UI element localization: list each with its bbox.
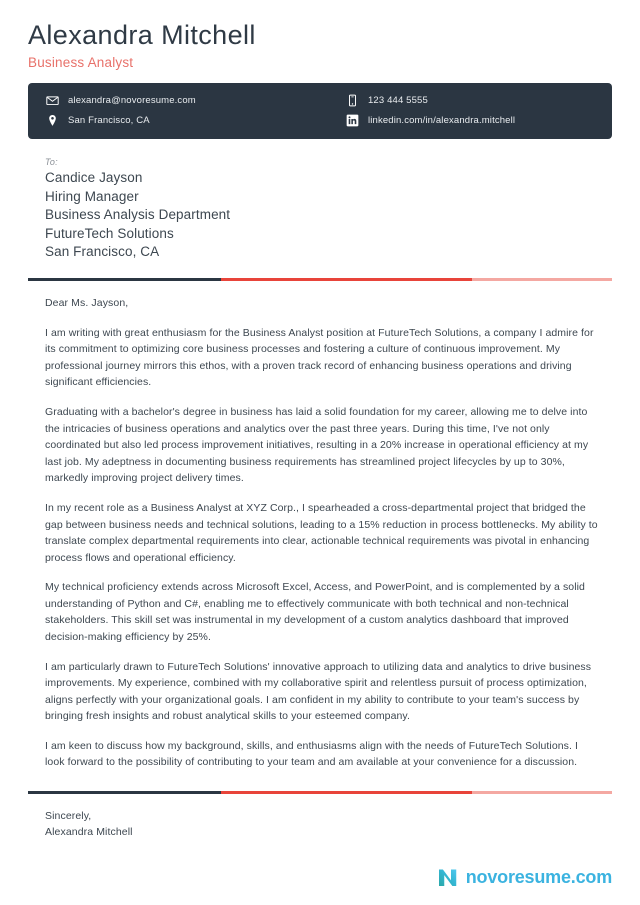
divider-segment-dark [28,278,221,281]
contact-location [46,114,346,127]
contact-column-left [46,94,346,127]
divider-segment-red [221,278,472,281]
divider-segment-light [472,278,612,281]
recipient-name: Candice Jayson [45,170,143,186]
mobile-phone-icon [346,94,359,107]
contact-email-value: alexandra@novoresume.com [68,94,196,106]
to-label: To: [45,157,58,168]
divider-segment-red [221,791,472,794]
contact-phone-value: 123 444 5555 [368,94,428,106]
linkedin-icon [346,114,359,127]
recipient-company: FutureTech Solutions [45,225,174,241]
salutation: Dear Ms. Jayson, [45,297,129,310]
recipient-department: Business Analysis Department [45,207,231,223]
envelope-icon [46,94,59,107]
contact-bar [28,83,612,139]
novoresume-n-logo-icon [436,865,460,889]
recipient-block [0,139,640,261]
divider-top [28,278,612,281]
divider-bottom [28,791,612,794]
divider-segment-dark [28,791,221,794]
divider-bottom-wrapper [0,791,640,794]
contact-phone[interactable] [346,94,594,107]
novoresume-logo-text: novoresume.com [465,866,612,887]
signature-block [0,794,640,841]
header [0,0,640,70]
letter-paragraph: I am particularly drawn to FutureTech Solutions' innovative approach to utilizing data and analytics to drive business improvements. My experience, combined with my collaborative spirit and relentless pursuit of process optimization, aligns perfectly with your organizational goals. I am confident in my ability to contribute to your team's success by bringing fresh insights and robust analytical skills to your esteemed company. [45,660,592,723]
contact-linkedin[interactable] [346,114,594,127]
contact-location-value: San Francisco, CA [68,114,150,126]
applicant-name: Alexandra Mitchell [28,20,256,50]
letter-body [0,281,640,771]
contact-column-right [346,94,594,127]
letter-paragraph: Graduating with a bachelor's degree in business has laid a solid foundation for my career, allowing me to delve into the intricacies of business operations and analytics over the past three years. During this time, I've not only coordinated but also led process improvement initiatives, resulting in a 20% increase in operational efficiency at my last job. My adeptness in documenting business requirements has streamlined project lifecycles by up to 30%, markedly improving project delivery times. [45,406,589,485]
letter-paragraph: In my recent role as a Business Analyst at XYZ Corp., I spearheaded a cross-departmental project that bridged the gap between business needs and technical solutions, leading to a 15% reduction in process bottlenecks. My ability to translate complex departmental requirements into clear, actionable technical requirements was pivotal in enhancing process flows and operational efficiency. [45,501,598,564]
recipient-role: Hiring Manager [45,188,139,204]
divider-segment-light [472,791,612,794]
contact-linkedin-value: linkedin.com/in/alexandra.mitchell [368,114,516,126]
letter-paragraph: My technical proficiency extends across Microsoft Excel, Access, and PowerPoint, and is complemented by a solid understanding of Python and C#, enabling me to effectively communicate with both technical and non-technical stakeholders. This skill set was instrumental in my development of a custom analytics dashboard that improved decision-making efficiency by 25%. [45,581,585,643]
contact-email[interactable] [46,94,346,107]
signature-name: Alexandra Mitchell [45,825,133,838]
novoresume-footer[interactable] [436,865,612,889]
location-pin-icon [46,114,59,127]
letter-paragraph: I am keen to discuss how my background, skills, and enthusiasms align with the needs of FutureTech Solutions. I look forward to the possibility of contributing to your team and am available at your convenience for a discussion. [45,739,578,769]
letter-paragraph: I am writing with great enthusiasm for the Business Analyst position at FutureTech Solutions, a company I admire for its commitment to optimizing core business processes and fostering a culture of continuous improvement. My professional journey mirrors this ethos, with a proven track record of enhancing business operations and driving significant efficiencies. [45,326,594,389]
closing-text: Sincerely, [45,810,92,823]
applicant-job-title: Business Analyst [28,55,134,71]
recipient-location: San Francisco, CA [45,243,160,259]
